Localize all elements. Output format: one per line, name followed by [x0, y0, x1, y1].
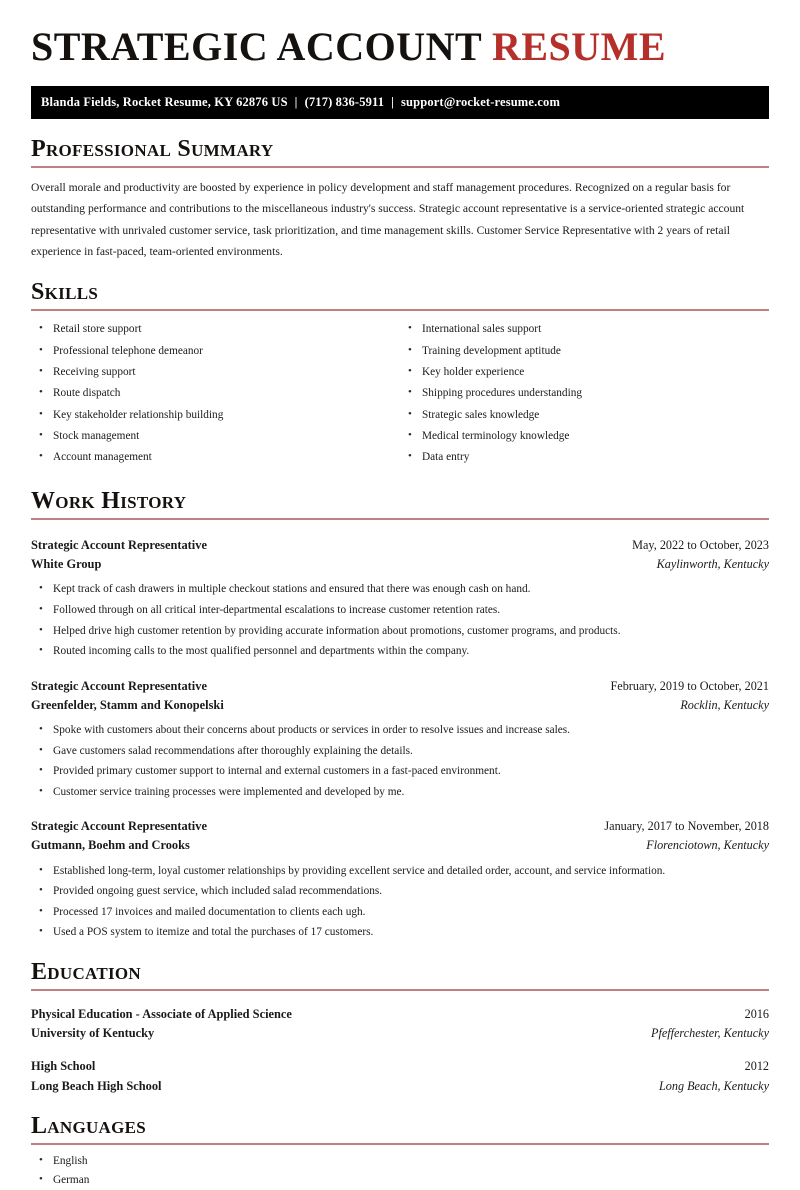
degree-name: Physical Education - Associate of Applied Science	[31, 1007, 292, 1022]
contact-phone: (717) 836-5911	[304, 95, 385, 109]
job-dates: May, 2022 to October, 2023	[632, 537, 769, 552]
section-divider	[31, 989, 769, 991]
list-item: • German	[31, 1172, 769, 1189]
skills-list-left	[31, 321, 400, 466]
skills-column-right	[400, 313, 769, 470]
list-item: • Established long-term, loyal customer relationships by providing excellent service and detailed order, account, and service information.	[31, 863, 769, 880]
contact-bar	[31, 86, 769, 119]
company-name: White Group	[31, 557, 102, 572]
contact-name-address: Blanda Fields, Rocket Resume, KY 62876 US	[41, 95, 288, 109]
list-item: • Key stakeholder relationship building	[31, 407, 400, 424]
section-education	[31, 959, 769, 1096]
education-entry	[31, 1057, 769, 1095]
section-divider	[31, 1143, 769, 1145]
list-item: • Stock management	[31, 428, 400, 445]
education-school-row	[31, 1024, 769, 1043]
list-item: • Followed through on all critical inter-departmental escalations to increase customer retention rates.	[31, 602, 769, 619]
title-primary: STRATEGIC ACCOUNT	[31, 24, 482, 69]
job-location: Kaylinworth, Kentucky	[656, 557, 769, 572]
job-title: Strategic Account Representative	[31, 537, 207, 552]
work-entry	[31, 536, 769, 661]
job-bullets	[31, 863, 769, 942]
school-location: Long Beach, Kentucky	[659, 1078, 769, 1093]
education-degree-row	[31, 1057, 769, 1076]
work-entry-title-row	[31, 677, 769, 696]
school-location: Pfefferchester, Kentucky	[651, 1026, 769, 1041]
section-heading: Work History	[31, 487, 187, 514]
list-item: • Provided primary customer support to internal and external customers in a fast-paced environment.	[31, 763, 769, 780]
contact-email: support@rocket-resume.com	[401, 95, 561, 109]
list-item: • Routed incoming calls to the most qualified personnel and departments within the company.	[31, 643, 769, 660]
school-name: University of Kentucky	[31, 1026, 155, 1041]
section-divider	[31, 166, 769, 168]
education-entry	[31, 1005, 769, 1043]
list-item: • Processed 17 invoices and mailed documentation to clients each ugh.	[31, 904, 769, 921]
resume-page	[0, 26, 800, 1190]
list-item: • Provided ongoing guest service, which included salad recommendations.	[31, 883, 769, 900]
education-entries	[31, 1005, 769, 1096]
list-item: • Medical terminology knowledge	[400, 428, 769, 445]
section-professional-summary	[31, 136, 769, 262]
list-item: • Account management	[31, 449, 400, 466]
list-item: • Helped drive high customer retention by providing accurate information about promotions, customer programs, and products.	[31, 623, 769, 640]
work-entry-title-row	[31, 817, 769, 836]
graduation-year: 2012	[744, 1059, 769, 1074]
work-entry-org-row	[31, 836, 769, 855]
section-languages	[31, 1113, 769, 1190]
contact-separator-1: |	[294, 95, 298, 109]
list-item: • Retail store support	[31, 321, 400, 338]
work-entry-org-row	[31, 696, 769, 715]
languages-list	[31, 1153, 769, 1189]
job-bullets	[31, 581, 769, 660]
list-item: • Gave customers salad recommendations after thoroughly explaining the details.	[31, 743, 769, 760]
skills-columns	[31, 313, 769, 470]
work-entry	[31, 817, 769, 942]
list-item: • English	[31, 1153, 769, 1170]
section-divider	[31, 309, 769, 311]
list-item: • Key holder experience	[400, 364, 769, 381]
job-title: Strategic Account Representative	[31, 819, 207, 834]
list-item: • Strategic sales knowledge	[400, 407, 769, 424]
list-item: • Data entry	[400, 449, 769, 466]
list-item: • Shipping procedures understanding	[400, 385, 769, 402]
company-name: Greenfelder, Stamm and Konopelski	[31, 697, 224, 712]
education-school-row	[31, 1077, 769, 1096]
list-item: • International sales support	[400, 321, 769, 338]
list-item: • Receiving support	[31, 364, 400, 381]
job-bullets	[31, 722, 769, 801]
job-location: Florenciotown, Kentucky	[646, 838, 769, 853]
company-name: Gutmann, Boehm and Crooks	[31, 838, 190, 853]
section-heading: Languages	[31, 1112, 147, 1139]
list-item: • Professional telephone demeanor	[31, 343, 400, 360]
section-heading: Education	[31, 958, 142, 985]
degree-name: High School	[31, 1059, 96, 1074]
section-heading: Professional Summary	[31, 136, 274, 162]
job-location: Rocklin, Kentucky	[680, 697, 769, 712]
list-item: • Customer service training processes were implemented and developed by me.	[31, 784, 769, 801]
section-skills	[31, 279, 769, 471]
list-item: • Training development aptitude	[400, 343, 769, 360]
work-entry-org-row	[31, 555, 769, 574]
list-item: • Kept track of cash drawers in multiple checkout stations and ensured that there was enough cash on hand.	[31, 581, 769, 598]
list-item: • Route dispatch	[31, 385, 400, 402]
list-item: • Used a POS system to itemize and total the purchases of 17 customers.	[31, 924, 769, 941]
section-work-history	[31, 488, 769, 942]
work-entry-title-row	[31, 536, 769, 555]
page-title	[31, 26, 769, 68]
work-history-entries	[31, 536, 769, 942]
education-degree-row	[31, 1005, 769, 1024]
skills-list-right	[400, 321, 769, 466]
job-title: Strategic Account Representative	[31, 678, 207, 693]
graduation-year: 2016	[744, 1007, 769, 1022]
section-heading: Skills	[31, 278, 99, 305]
school-name: Long Beach High School	[31, 1078, 162, 1093]
work-entry	[31, 677, 769, 802]
list-item: • Spoke with customers about their concerns about products or services in order to resolve issues and increase sales.	[31, 722, 769, 739]
contact-separator-2: |	[391, 95, 395, 109]
job-dates: February, 2019 to October, 2021	[610, 678, 769, 693]
summary-text: Overall morale and productivity are boosted by experience in policy development and staff management procedures. Recognized on a regular basis for outstanding performance and contributions to the miscellaneous industry's success. Strategic account representative is a service-oriented strategic account representative with unrivaled customer service, task prioritization, and time management skills. Customer Service Representative with 2 years of retail experience in fast-paced, team-oriented environments.	[31, 181, 745, 258]
skills-column-left	[31, 313, 400, 470]
section-divider	[31, 518, 769, 520]
job-dates: January, 2017 to November, 2018	[604, 819, 769, 834]
title-accent: RESUME	[491, 24, 667, 69]
